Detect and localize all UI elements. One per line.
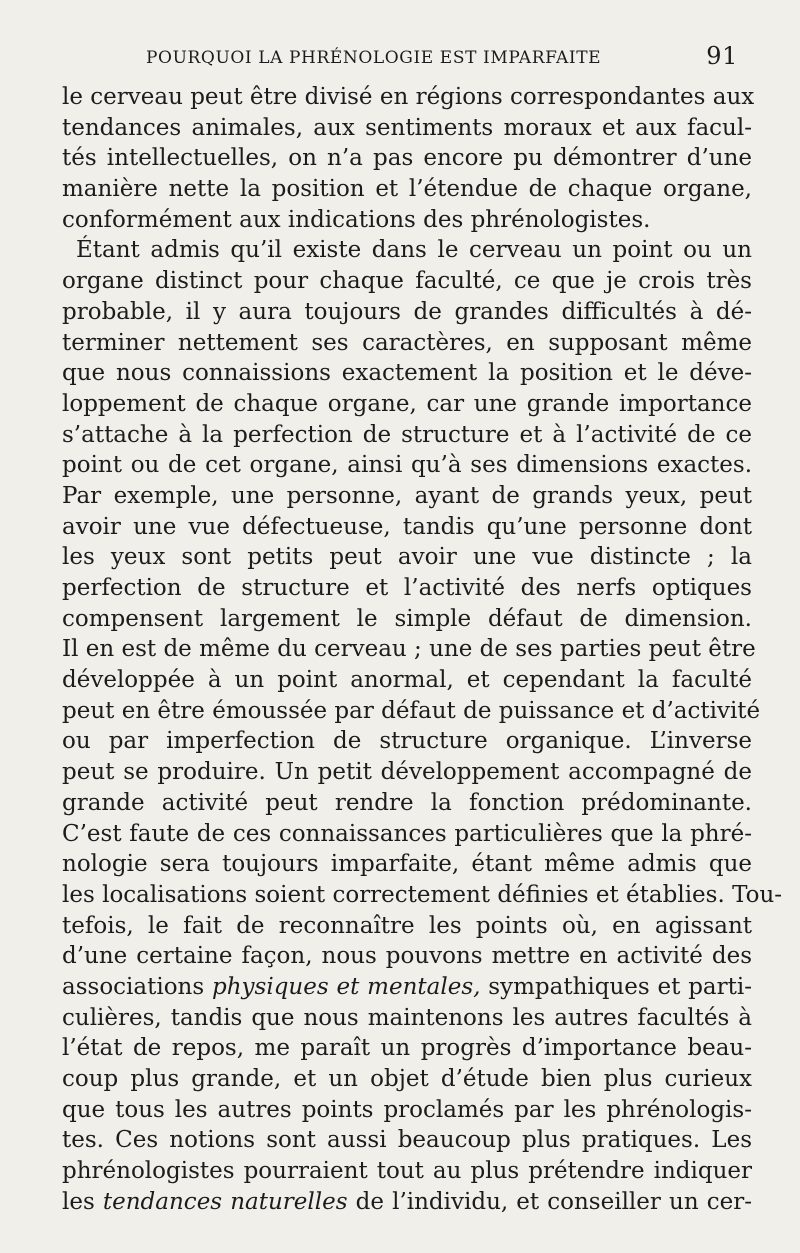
text-run: point ou de cet organe, ainsi qu’à ses dimensions exactes. bbox=[62, 452, 752, 479]
running-title: POURQUOI LA PHRÉNOLOGIE EST IMPARFAITE bbox=[146, 48, 602, 68]
text-line bbox=[62, 174, 752, 205]
text-run: culières, tandis que nous maintenons les autres facultés à bbox=[62, 1004, 752, 1031]
italic-phrase: physiques et mentales, bbox=[212, 973, 481, 1000]
page-number: 91 bbox=[706, 42, 738, 70]
text-run: terminer nettement ses caractères, en supposant même bbox=[62, 329, 752, 356]
text-line bbox=[62, 542, 752, 573]
text-run: grande activité peut rendre la fonction prédominante. bbox=[62, 789, 752, 816]
text-line bbox=[62, 573, 752, 604]
text-run: peut en être émoussée par défaut de puissance et d’activité bbox=[62, 697, 761, 724]
text-run: coup plus grande, et un objet d’étude bien plus curieux bbox=[62, 1066, 752, 1092]
text-line bbox=[62, 880, 783, 911]
text-run: Il en est de même du cerveau ; une de ses parties peut être bbox=[62, 636, 756, 663]
text-line bbox=[62, 481, 752, 512]
text-run: tendances animales, aux sentiments moraux et aux facul- bbox=[62, 114, 752, 141]
text-run: tes. Ces notions sont aussi beaucoup plus pratiques. Les bbox=[62, 1127, 752, 1154]
text-run: tefois, le fait de reconnaître les points où, en agissant bbox=[62, 912, 752, 939]
text-line bbox=[62, 757, 752, 788]
text-line bbox=[62, 696, 761, 727]
text-run: organe distinct pour chaque faculté, ce que je crois très bbox=[62, 268, 752, 295]
text-line bbox=[62, 788, 752, 819]
text-line bbox=[62, 328, 752, 359]
text-run: l’état de repos, me paraît un progrès d’importance beau- bbox=[62, 1035, 752, 1062]
text-run: phrénologistes pourraient tout au plus prétendre indiquer bbox=[62, 1158, 752, 1185]
text-line bbox=[62, 420, 752, 451]
text-line bbox=[62, 205, 752, 236]
text-line bbox=[62, 82, 755, 113]
text-run: que tous les autres points proclamés par les phrénologis- bbox=[62, 1096, 752, 1123]
text-line bbox=[62, 235, 752, 266]
text-line bbox=[62, 266, 752, 297]
text-run: de l’individu, et conseiller un cer- bbox=[347, 1188, 752, 1215]
text-line bbox=[62, 819, 752, 850]
text-run: ou par imperfection de structure organique. L’inverse bbox=[62, 728, 752, 755]
text-line bbox=[62, 726, 752, 757]
text-line bbox=[62, 941, 752, 972]
text-run: manière nette la position et l’étendue de chaque organe, bbox=[62, 176, 752, 203]
text-run: développée à un point anormal, et cependant la faculté bbox=[62, 667, 752, 694]
text-run: loppement de chaque organe, car une grande importance bbox=[62, 390, 752, 417]
text-line bbox=[62, 634, 756, 665]
text-line bbox=[62, 972, 752, 1003]
text-run: Par exemple, une personne, ayant de grands yeux, peut bbox=[62, 482, 752, 509]
text-line bbox=[62, 604, 752, 635]
text-run: peut se produire. Un petit développement accompagné de bbox=[62, 759, 752, 786]
text-run: d’une certaine façon, nous pouvons mettre en activité des bbox=[62, 943, 752, 970]
text-line bbox=[62, 911, 752, 942]
text-line bbox=[62, 143, 752, 174]
text-run: C’est faute de ces connaissances particulières que la phré- bbox=[62, 820, 752, 847]
text-line bbox=[62, 1095, 752, 1126]
text-run: Étant admis qu’il existe dans le cerveau un point ou un bbox=[76, 237, 752, 264]
text-line bbox=[62, 849, 752, 880]
text-line bbox=[62, 1187, 752, 1218]
text-run: s’attache à la perfection de structure et à l’activité de ce bbox=[62, 421, 752, 448]
text-line bbox=[62, 297, 752, 328]
text-line bbox=[62, 512, 752, 543]
text-line bbox=[62, 113, 752, 144]
italic-phrase: tendances naturelles bbox=[102, 1188, 348, 1215]
text-line bbox=[62, 1156, 752, 1187]
text-run: tés intellectuelles, on n’a pas encore pu démontrer d’une bbox=[62, 145, 752, 172]
text-run: associations bbox=[62, 973, 213, 1000]
text-run: probable, il y aura toujours de grandes difficultés à dé- bbox=[62, 298, 752, 325]
text-line bbox=[62, 389, 752, 420]
text-run: nologie sera toujours imparfaite, étant même admis que bbox=[62, 851, 752, 878]
text-line bbox=[62, 450, 752, 481]
text-line bbox=[62, 358, 752, 389]
text-run: sympathiques et parti- bbox=[480, 973, 752, 1000]
text-run: que nous connaissions exactement la position et le déve- bbox=[62, 360, 752, 387]
text-run: le cerveau peut être divisé en régions correspondantes aux bbox=[62, 84, 755, 110]
body-text bbox=[62, 82, 783, 1217]
text-run: avoir une vue défectueuse, tandis qu’une personne dont bbox=[62, 513, 752, 540]
text-run: compensent largement le simple défaut de dimension. bbox=[62, 605, 752, 632]
text-run: les yeux sont petits peut avoir une vue distincte ; la bbox=[62, 544, 752, 571]
text-run: les bbox=[62, 1188, 103, 1215]
text-run: conformément aux indications des phrénologistes. bbox=[62, 206, 651, 233]
text-line bbox=[62, 1033, 752, 1064]
text-run: les localisations soient correctement définies et établies. Tou- bbox=[62, 881, 783, 908]
running-head bbox=[0, 42, 800, 72]
text-run: perfection de structure et l’activité des nerfs optiques bbox=[62, 575, 752, 601]
text-line bbox=[62, 1003, 752, 1034]
text-line bbox=[62, 1125, 752, 1156]
text-line bbox=[62, 1064, 752, 1095]
text-line bbox=[62, 665, 752, 696]
